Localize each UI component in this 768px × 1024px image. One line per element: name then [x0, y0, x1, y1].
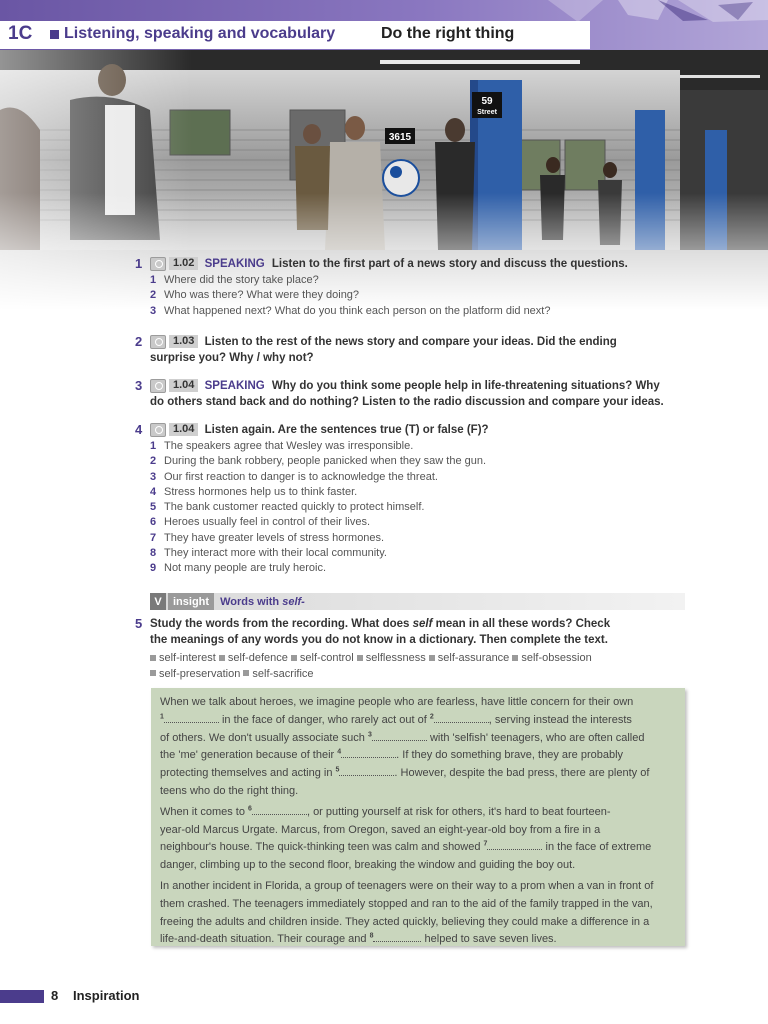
- audio-track-number: 1.02: [169, 257, 198, 270]
- audio-track-button[interactable]: [150, 379, 198, 393]
- list-item: 3 What happened next? What do you think each person on the platform did next?: [150, 304, 551, 317]
- exercise-instruction-cont: do others stand back and do nothing? Listen to the radio discussion and compare your ideas.: [150, 396, 664, 408]
- insight-title: Words with self-: [220, 595, 305, 608]
- list-item: 6 Heroes usually feel in control of their lives.: [150, 516, 371, 529]
- exercise-number: 5: [135, 616, 143, 631]
- gap-blank[interactable]: [487, 840, 542, 850]
- word-item: self-sacrifice: [252, 667, 314, 680]
- word-list: [150, 651, 690, 682]
- unit-header: [0, 0, 768, 50]
- audio-track-button[interactable]: [150, 335, 198, 349]
- exercise-instruction: Listen to the rest of the news story and compare your ideas. Did the ending: [204, 336, 617, 348]
- lesson-title: Do the right thing: [381, 25, 515, 42]
- exercise-instruction-cont: the meanings of any words you do not know in a dictionary. Then complete the text.: [150, 634, 608, 646]
- gap-blank[interactable]: [434, 713, 489, 723]
- text-paragraph: In another incident in Florida, a group of teenagers were on their way to a prom when a van in front of them crashed. The teenagers immediately stopped and ran to the aid of the family trapped in the van, freeing the adults and children inside. They acted quickly, believing they could make a difference in a life-and-death situation. Their courage and $^8$ helped to save seven lives.: [160, 879, 654, 946]
- list-item: 1 The speakers agree that Wesley was irresponsible.: [150, 440, 414, 452]
- word-item: self-control: [299, 652, 354, 664]
- exercise-instruction: Listen to the first part of a news story and discuss the questions.: [271, 258, 628, 270]
- exercise-instruction: Why do you think some people help in life-threatening situations? Why: [271, 380, 660, 392]
- footer-color-bar: [0, 990, 44, 1003]
- list-item: 2 Who was there? What were they doing?: [150, 289, 360, 302]
- unit-name: Inspiration: [73, 988, 140, 1003]
- exercise-number: 1: [135, 256, 143, 271]
- list-item: 1 Where did the story take place?: [150, 274, 319, 286]
- speaking-label: SPEAKING: [204, 380, 265, 392]
- list-item: 3 Our first reaction to danger is to acknowledge the threat.: [150, 470, 438, 483]
- exercise-4: [135, 422, 690, 577]
- gap-blank[interactable]: [372, 731, 427, 741]
- header-square-bullet: [50, 30, 59, 39]
- true-false-list: [150, 439, 690, 577]
- gap-blank[interactable]: [341, 748, 396, 758]
- cd-audio-icon: [150, 379, 166, 393]
- word-item: selflessness: [365, 652, 426, 664]
- exercise-number: 4: [135, 422, 143, 437]
- exercise-instruction-cont: surprise you? Why / why not?: [150, 352, 314, 364]
- text-paragraph: When we talk about heroes, we imagine people who are fearless, have little concern for their own $^1$ in the face of danger, who rarely act out of $^2$ , serving instead the interests of others. We don't usually associate such $^3$ with 'selfish' teenagers, who are often called the 'me' generation because of their $^4$ . If they do something brave, they are probably protecting themselves and acting in $^5$ . However, despite the bad press, there are plenty of teens who do the right thing.: [160, 696, 650, 797]
- word-item: self-preservation: [159, 667, 241, 680]
- exercise-2: [135, 334, 690, 366]
- speaking-label: SPEAKING: [204, 258, 265, 270]
- cd-audio-icon: [150, 335, 166, 349]
- list-item: 5 The bank customer reacted quickly to protect himself.: [150, 501, 425, 514]
- vocabulary-insight-banner: [150, 593, 685, 610]
- list-item: 4 Stress hormones help us to think faster.: [150, 485, 358, 498]
- cd-audio-icon: [150, 257, 166, 271]
- gap-blank[interactable]: [339, 766, 394, 776]
- gap-blank[interactable]: [164, 713, 219, 723]
- list-item: 2 During the bank robbery, people panicked when they saw the gun.: [150, 455, 487, 468]
- list-item: 7 They have greater levels of stress hormones.: [150, 531, 385, 544]
- exercise-5: [135, 616, 690, 682]
- question-list: [150, 273, 690, 319]
- exercise-number: 2: [135, 334, 143, 349]
- cd-audio-icon: [150, 423, 166, 437]
- exercise-instruction: Study the words from the recording. What does self mean in all these words? Check: [150, 618, 611, 630]
- vocabulary-badge: V: [150, 593, 166, 610]
- gap-blank[interactable]: [373, 932, 421, 942]
- page-number: 8: [51, 988, 59, 1003]
- word-item: self-obsession: [521, 652, 592, 664]
- text-paragraph: When it comes to $^6$ , or putting yourself at risk for others, it's hard to beat fourteen- year-old Marcus Urgate. Marcus, from Oregon, saved an eight-year-old boy from a fire in a neighbour's house. The quick-thinking teen was calm and showed $^7$ in the face of extreme danger, climbing up to the second floor, breaking the window and guiding the boy out.: [160, 805, 652, 872]
- unit-section-title: Listening, speaking and vocabulary: [64, 25, 336, 42]
- word-item: self-assurance: [437, 652, 510, 664]
- audio-track-number: 1.03: [169, 335, 198, 348]
- audio-track-number: 1.04: [169, 379, 198, 392]
- exercise-3: [135, 378, 690, 410]
- unit-code: 1C: [8, 23, 33, 44]
- gap-fill-text: [151, 688, 685, 946]
- exercise-number: 3: [135, 378, 143, 393]
- list-item: 9 Not many people are truly heroic.: [150, 562, 327, 575]
- exercise-instruction: Listen again. Are the sentences true (T) or false (F)?: [204, 424, 489, 436]
- list-item: 8 They interact more with their local community.: [150, 547, 387, 560]
- gap-blank[interactable]: [252, 805, 307, 815]
- word-item: self-interest: [159, 652, 216, 664]
- audio-track-number: 1.04: [169, 423, 198, 436]
- exercise-1: [135, 256, 690, 319]
- audio-track-button[interactable]: [150, 423, 198, 437]
- insight-tag: insight: [168, 593, 214, 610]
- audio-track-button[interactable]: [150, 257, 198, 271]
- word-item: self-defence: [227, 652, 288, 664]
